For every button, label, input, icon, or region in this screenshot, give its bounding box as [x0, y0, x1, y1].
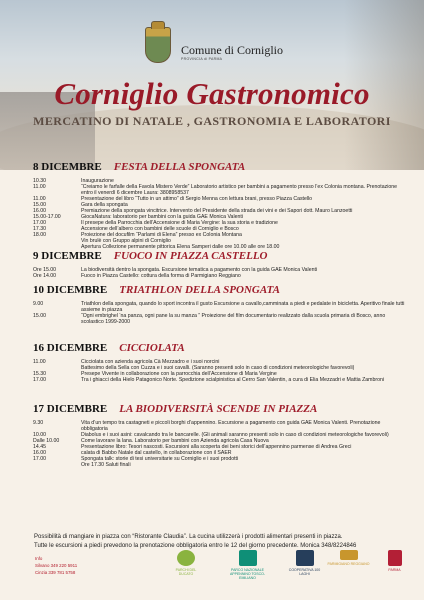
schedule-text: “Creiamo le farfalle della Favola Mistero Verde” Laboratorio artistico per bambini a pagamento presso l’ex Colonia montana. Prenotazione entro il venerdì 6 dicembre Laura: 3808958537 [81, 184, 398, 196]
schedule-row [33, 313, 405, 325]
info-label: Info [35, 556, 43, 561]
schedule-time: 10.00 [33, 432, 46, 438]
schedule-time: 10.30 [33, 178, 46, 184]
schedule-time: 11.00 [33, 359, 46, 365]
schedule-text: Fuoco in Piazza Castello: cottura della forma di Parmigiano Reggiano [81, 273, 241, 279]
schedule-text: calata di Babbo Natale dal castello, in collaborazione con il SAER [81, 450, 232, 456]
sponsor-name: PARMA [388, 568, 401, 572]
schedule-text: GiocaNatura: laboratorio per bambini con la guida GAE Monica Valenti [81, 214, 243, 220]
schedule-text: Tra i ghiacci della Hielo Patagonico Norte. Spedizione scialpinistica al Cerro San Valentin, a cura di Elia Mezzadri e Mattia Zambroni [81, 377, 385, 383]
event-header [33, 338, 405, 356]
event-header [33, 280, 405, 298]
event-schedule [33, 267, 405, 279]
schedule-text: Diabolus e i suoi asini: cavalcando tra le bancarelle. (Gli animali saranno presenti solo in caso di condizioni meteorologiche favorevoli) [81, 432, 389, 438]
schedule-time: 9.30 [33, 420, 44, 426]
schedule-time: 14.45 [33, 444, 46, 450]
event-title: FUOCO IN PIAZZA CASTELLO [113, 250, 268, 262]
event-title: TRIATHLON DELLA SPONGATA [119, 284, 281, 296]
poster-subtitle: MERCATINO DI NATALE , GASTRONOMIA E LABORATORI [33, 114, 391, 128]
schedule-time: 11.00 [33, 196, 46, 202]
event-date: 10 DICEMBRE [33, 284, 108, 296]
schedule-time: 15.00 [33, 313, 46, 319]
event-date: 17 DICEMBRE [33, 403, 108, 415]
schedule-text: Presepe Vivente in collaborazione con la parrocchia dell’Accensione di Maria Vergine [81, 371, 277, 377]
schedule-text: Proiezione del docufilm “Parlami di Elena” presso ex Colonia Montana [81, 232, 242, 238]
schedule-time: 17.00 [33, 456, 46, 462]
schedule-text: Accensione dell’albero con bambini delle scuole di Corniglio e Bosco [81, 226, 239, 232]
sponsor-badge-icon [388, 550, 402, 566]
schedule-time: 17.30 [33, 226, 46, 232]
schedule-row [33, 377, 405, 383]
schedule-row [33, 462, 405, 468]
sponsor-badge-icon [340, 550, 358, 560]
sponsor-badge-icon [239, 550, 257, 566]
sponsor-badge-icon [177, 550, 195, 566]
schedule-text: Triathlon della spongata, quando lo sport incontra il gusto Escursione a cavallo,camminata a piedi e pedalate in bicicletta. Aperitivo finale tutti assieme in piazza [81, 301, 405, 313]
sponsor-badge-icon [296, 550, 314, 566]
schedule-time: 15.00 [33, 202, 46, 208]
schedule-row [33, 184, 405, 196]
contact-info [35, 555, 77, 576]
schedule-row [33, 301, 405, 313]
schedule-text: Vin brulè con Gruppo alpini di Corniglio [81, 238, 171, 244]
schedule-time: 18.00 [33, 232, 46, 238]
event-section [33, 399, 405, 468]
schedule-text: Spongata talk: storie di tesi universitarie su Corniglio e i suoi prodotti [81, 456, 239, 462]
schedule-text: Cicciolata con azienda agricola Cà Mezzadro e i suoi norcini [81, 359, 220, 365]
poster-title: Corniglio Gastronomico [54, 76, 370, 111]
provincia-label: PROVINCIA di PARMA [181, 57, 223, 61]
event-schedule [33, 178, 405, 250]
sponsor-name: PARCO NAZIONALE APPENNINO TOSCO-EMILIANO [229, 568, 266, 580]
event-header [33, 399, 405, 417]
contact-silvano: Silvano 349 220 5911 [35, 563, 78, 568]
sponsor-logo [285, 550, 324, 580]
schedule-time: 9.00 [33, 301, 44, 307]
footer-line-1: Possibilità di mangiare in piazza con “Ristorante Claudia”. La cucina utilizzerà i prodotti alimentari presenti in piazza. [34, 534, 343, 540]
sponsor-logo [168, 550, 204, 580]
schedule-text: Come lavorare la lana. Laboratorio per bambini con Azienda agricola Casa Nuova [81, 438, 269, 444]
event-section [33, 157, 405, 250]
schedule-text: Ore 17.30 Saluti finali [81, 462, 131, 468]
event-title: LA BIODIVERSITÀ SCENDE IN PIAZZA [119, 403, 318, 415]
event-schedule [33, 420, 405, 468]
schedule-text: Il presepe della Parrocchia dell’Accensione di Maria Vergine: la sua storia e tradizione [81, 220, 278, 226]
sponsor-name: PARCHI DEL DUCATO [175, 568, 197, 576]
schedule-time: Dalle 10.00 [33, 438, 60, 444]
event-title: CICCIOLATA [119, 342, 185, 354]
sponsor-logo [327, 550, 370, 580]
schedule-time: 17.00 [33, 220, 46, 226]
schedule-row [33, 420, 405, 432]
event-section [33, 338, 405, 383]
event-schedule [33, 359, 405, 383]
event-date: 8 DICEMBRE [33, 161, 102, 173]
schedule-row [33, 273, 405, 279]
schedule-text: Inaugurazione [81, 178, 114, 184]
sponsor-name: PARMIGIANO REGGIANO [327, 562, 370, 566]
schedule-time: 17.00 [33, 377, 46, 383]
event-section [33, 280, 405, 325]
schedule-time: 15.30 [33, 371, 46, 377]
schedule-time: 11.00 [33, 184, 46, 190]
event-date: 16 DICEMBRE [33, 342, 108, 354]
event-schedule [33, 301, 405, 325]
comune-name: Comune di Corniglio [181, 43, 283, 57]
schedule-time: 15.00-17.00 [33, 214, 61, 220]
schedule-text: Presentazione del libro “Tutto in un attimo” di Sergio Menna con lettura brani, presso Piazza Castello [81, 196, 313, 202]
schedule-time: Ore 14.00 [33, 273, 57, 279]
schedule-time: 16.00 [33, 450, 46, 456]
schedule-text: Premiazione della spongata vincitrice. Intervento del Presidente della strada dei vini e dei Sapori dott. Mauro Lanzoetti [81, 208, 353, 214]
event-header [33, 157, 405, 175]
schedule-text: Presentazione libro: Tesori nascosti. Escursioni alla scoperta dei beni storici dell’appennino parmense di Andrea Greci [81, 444, 352, 450]
event-section [33, 246, 405, 279]
municipal-crest-icon [145, 27, 171, 63]
event-header [33, 246, 405, 264]
schedule-text: Gara della spongata [81, 202, 128, 208]
sponsor-name: COOPERATIVA 100 LAGHI [288, 568, 321, 576]
event-date: 9 DICEMBRE [33, 250, 102, 262]
footer-notes [34, 533, 399, 551]
sponsor-logo [226, 550, 269, 580]
schedule-text: “Ogni embrighel ‘na panza, ogni pane la su manza ” Proiezione del film documentario realizzato dalla scuola primaria di Bosco, anno scolastico 1999-2000 [81, 313, 386, 325]
schedule-time: Ore 15.00 [33, 267, 57, 273]
schedule-text: Vita d’un tempo tra castagneti e piccoli borghi d’appennino. Escursione a pagamento con guida GAE Monica Valenti. Prenotazione obbligatoria [81, 420, 381, 432]
sponsor-logo [379, 550, 410, 580]
schedule-text: Apertura Collezione permanente pittorica Elena Samperi dalle ore 10.00 alle ore 18.00 [81, 244, 280, 250]
schedule-time [33, 462, 81, 468]
schedule-text: Battesimo della Sella con Cuzza e i suoi cavalli. (Saranno presenti solo in caso di condizioni meteorologiche favorevoli) [81, 365, 355, 371]
footer-line-2: Tutte le escursioni a piedi prevedono la prenotazione obbligatoria entro le 12 del giorno precedente. Monica 348/8224846 [34, 543, 357, 549]
hero-banner [0, 0, 424, 170]
schedule-time: 16.00 [33, 208, 46, 214]
event-title: FESTA DELLA SPONGATA [113, 161, 246, 173]
contact-cinzia: Cinzia 339 781 5758 [35, 570, 76, 575]
schedule-text: La biodiversità dentro la spongata. Escursione tematica a pagamento con la guida GAE Monica Valenti [81, 267, 318, 273]
